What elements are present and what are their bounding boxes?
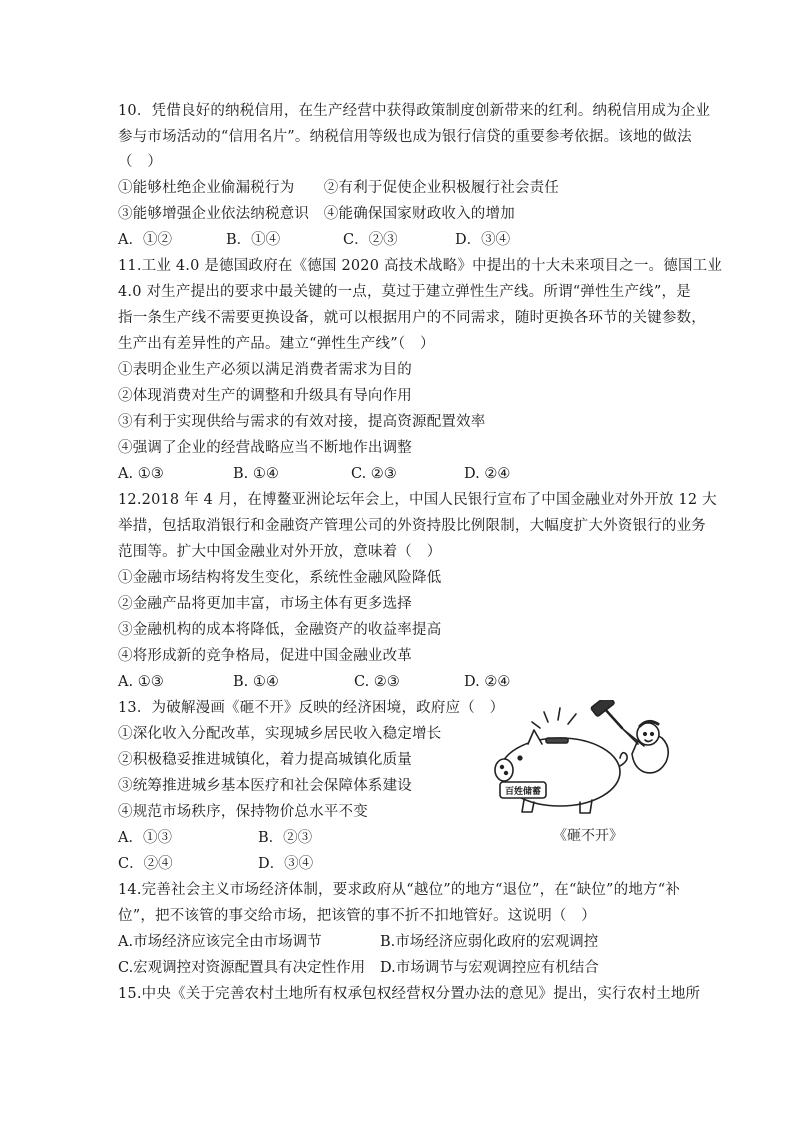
q12-option-a[interactable]: A. ①③ [118,674,164,690]
q14-option-c[interactable]: C.宏观调控对资源配置具有决定性作用 [118,960,366,976]
q10-option-c[interactable]: C．②③ [343,232,398,248]
q11-statement-4: ④强调了企业的经营战略应当不断地作出调整 [118,440,412,456]
q13-option-c[interactable]: C．②④ [118,856,173,872]
q11-option-d[interactable]: D. ②④ [464,466,511,482]
q11-stem-line-3: 指一条生产线不需要更换设备，就可以根据用户的不同需求，随时更换各环节的关键参数， [118,310,706,326]
q13-option-b[interactable]: B．②③ [258,830,313,846]
q13-statement-4: ④规范市场秩序，保持物价总水平不变 [118,804,368,820]
q13-option-a[interactable]: A．①③ [118,830,172,846]
q13-option-d[interactable]: D．③④ [258,856,314,872]
cartoon-caption: 《砸不开》 [553,828,623,844]
q11-statement-1: ①表明企业生产必须以满足消费者需求为目的 [118,362,412,378]
q12-statement-3: ③金融机构的成本将降低，金融资产的收益率提高 [118,622,442,638]
cartoon-piggy-label: 百姓储蓄 [504,787,542,797]
q10-answer-blank: （ ） [118,154,163,170]
q13-statement-1: ①深化收入分配改革，实现城乡居民收入稳定增长 [118,726,442,742]
q12-stem-line-3: 范围等。扩大中国金融业对外开放，意味着（ ） [118,544,442,560]
q13-statement-2: ②积极稳妥推进城镇化，着力提高城镇化质量 [118,752,412,768]
q10-stem-line-1: 10．凭借良好的纳税信用，在生产经营中获得政策制度创新带来的红利。纳税信用成为企业 [118,103,711,119]
q11-stem-line-1: 11.工业 4.0 是德国政府在《德国 2020 高技术战略》中提出的十大未来项目之一。德国工业 [118,258,723,274]
q12-statement-1: ①金融市场结构将发生变化，系统性金融风险降低 [118,570,442,586]
q15-stem-line-1: 15.中央《关于完善农村土地所有权承包权经营权分置办法的意见》提出，实行农村土地所 [118,986,701,1002]
q10-statement-3-4: ③能够增强企业依法纳税意识 ④能确保国家财政收入的增加 [118,206,515,222]
q12-stem-line-1: 12.2018 年 4 月，在博鳌亚洲论坛年会上，中国人民银行宣布了中国金融业对外开放 12 大 [118,492,717,508]
q12-statement-4: ④将形成新的竞争格局，促进中国金融业改革 [118,648,412,664]
q12-stem-line-2: 举措，包括取消银行和金融资产管理公司的外资持股比例限制，大幅度扩大外资银行的业务 [118,518,706,534]
q11-stem-line-2: 4.0 对生产提出的要求中最关键的一点，莫过于建立弹性生产线。所谓“弹性生产线”，是 [118,284,691,300]
q12-option-c[interactable]: C. ②③ [354,674,400,690]
q13-stem: 13．为破解漫画《砸不开》反映的经济困境，政府应（ ） [118,700,505,716]
q14-option-b[interactable]: B.市场经济应弱化政府的宏观调控 [380,934,599,950]
q12-option-b[interactable]: B. ①④ [233,674,279,690]
q11-statement-2: ②体现消费对生产的调整和升级具有导向作用 [118,388,412,404]
q12-option-d[interactable]: D. ②④ [464,674,511,690]
q14-option-a[interactable]: A.市场经济应该完全由市场调节 [118,934,322,950]
q11-statement-3: ③有利于实现供给与需求的有效对接，提高资源配置效率 [118,414,486,430]
cartoon-piggy-bank-image [488,700,688,818]
q14-option-d[interactable]: D.市场调节与宏观调控应有机结合 [380,960,599,976]
q14-stem-line-2: 位”，把不该管的事交给市场，把该管的事不折不扣地管好。这说明（ ） [118,908,597,924]
q11-option-b[interactable]: B. ①④ [233,466,279,482]
q10-option-b[interactable]: B．①④ [226,232,281,248]
q14-stem-line-1: 14.完善社会主义市场经济体制，要求政府从“越位”的地方“退位”，在“缺位”的地方“补 [118,882,681,898]
q11-stem-line-4: 生产出有差异性的产品。建立“弹性生产线”（ ） [118,336,435,352]
q11-option-c[interactable]: C. ②③ [351,466,397,482]
q10-statement-1-2: ①能够杜绝企业偷漏税行为 ②有利于促使企业积极履行社会责任 [118,180,559,196]
q10-option-a[interactable]: A．①② [118,232,172,248]
q10-stem-line-2: 参与市场活动的“信用名片”。纳税信用等级也成为银行信贷的重要参考依据。该地的做法 [118,129,692,145]
q10-option-d[interactable]: D．③④ [455,232,511,248]
q11-option-a[interactable]: A. ①③ [118,466,164,482]
q12-statement-2: ②金融产品将更加丰富，市场主体有更多选择 [118,596,412,612]
q13-statement-3: ③统筹推进城乡基本医疗和社会保障体系建设 [118,778,412,794]
